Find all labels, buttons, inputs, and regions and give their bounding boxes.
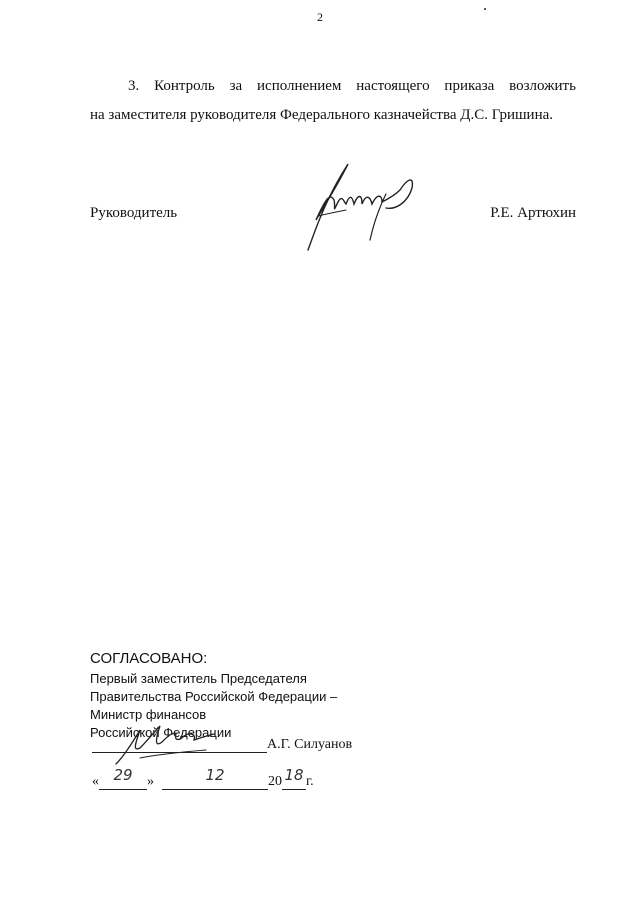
word: приказа	[444, 78, 495, 94]
date-year-field	[282, 766, 306, 790]
paragraph-line-1	[90, 72, 576, 101]
approval-line: Первый заместитель Председателя	[90, 671, 307, 686]
date-row	[92, 766, 314, 790]
date-suffix: г.	[306, 774, 314, 789]
approval-line: Министр финансов	[90, 707, 207, 722]
date-close-quote: »	[147, 774, 154, 789]
approval-line: Российской Федерации	[90, 725, 232, 740]
signature-line	[92, 736, 267, 753]
word: настоящего	[356, 78, 430, 94]
date-open-quote: «	[92, 774, 99, 789]
word: исполнением	[257, 78, 342, 94]
signer-title: Руководитель	[90, 205, 178, 221]
date-year: 18	[284, 766, 304, 784]
approval-name: А.Г. Силуанов	[267, 737, 353, 752]
approval-signature-row	[92, 736, 352, 753]
paragraph-line-2: на заместителя руководителя Федерального казначейства Д.С. Гришина.	[90, 107, 554, 123]
date-day-field	[99, 766, 147, 790]
page-number: 2	[317, 10, 323, 24]
date-year-prefix: 20	[268, 774, 282, 789]
date-month-field	[162, 766, 268, 790]
word: за	[229, 78, 243, 94]
signer-name: Р.Е. Артюхин	[490, 205, 576, 221]
signer-row	[90, 205, 576, 222]
word: возложить	[509, 78, 576, 94]
word: Контроль	[154, 78, 215, 94]
date-day: 29	[113, 766, 133, 784]
order-paragraph	[90, 72, 576, 130]
word: 3.	[128, 78, 140, 94]
scan-speck	[484, 8, 486, 10]
date-month: 12	[205, 766, 225, 784]
approval-heading: СОГЛАСОВАНО:	[90, 650, 208, 667]
approval-line: Правительства Российской Федерации –	[90, 689, 338, 704]
